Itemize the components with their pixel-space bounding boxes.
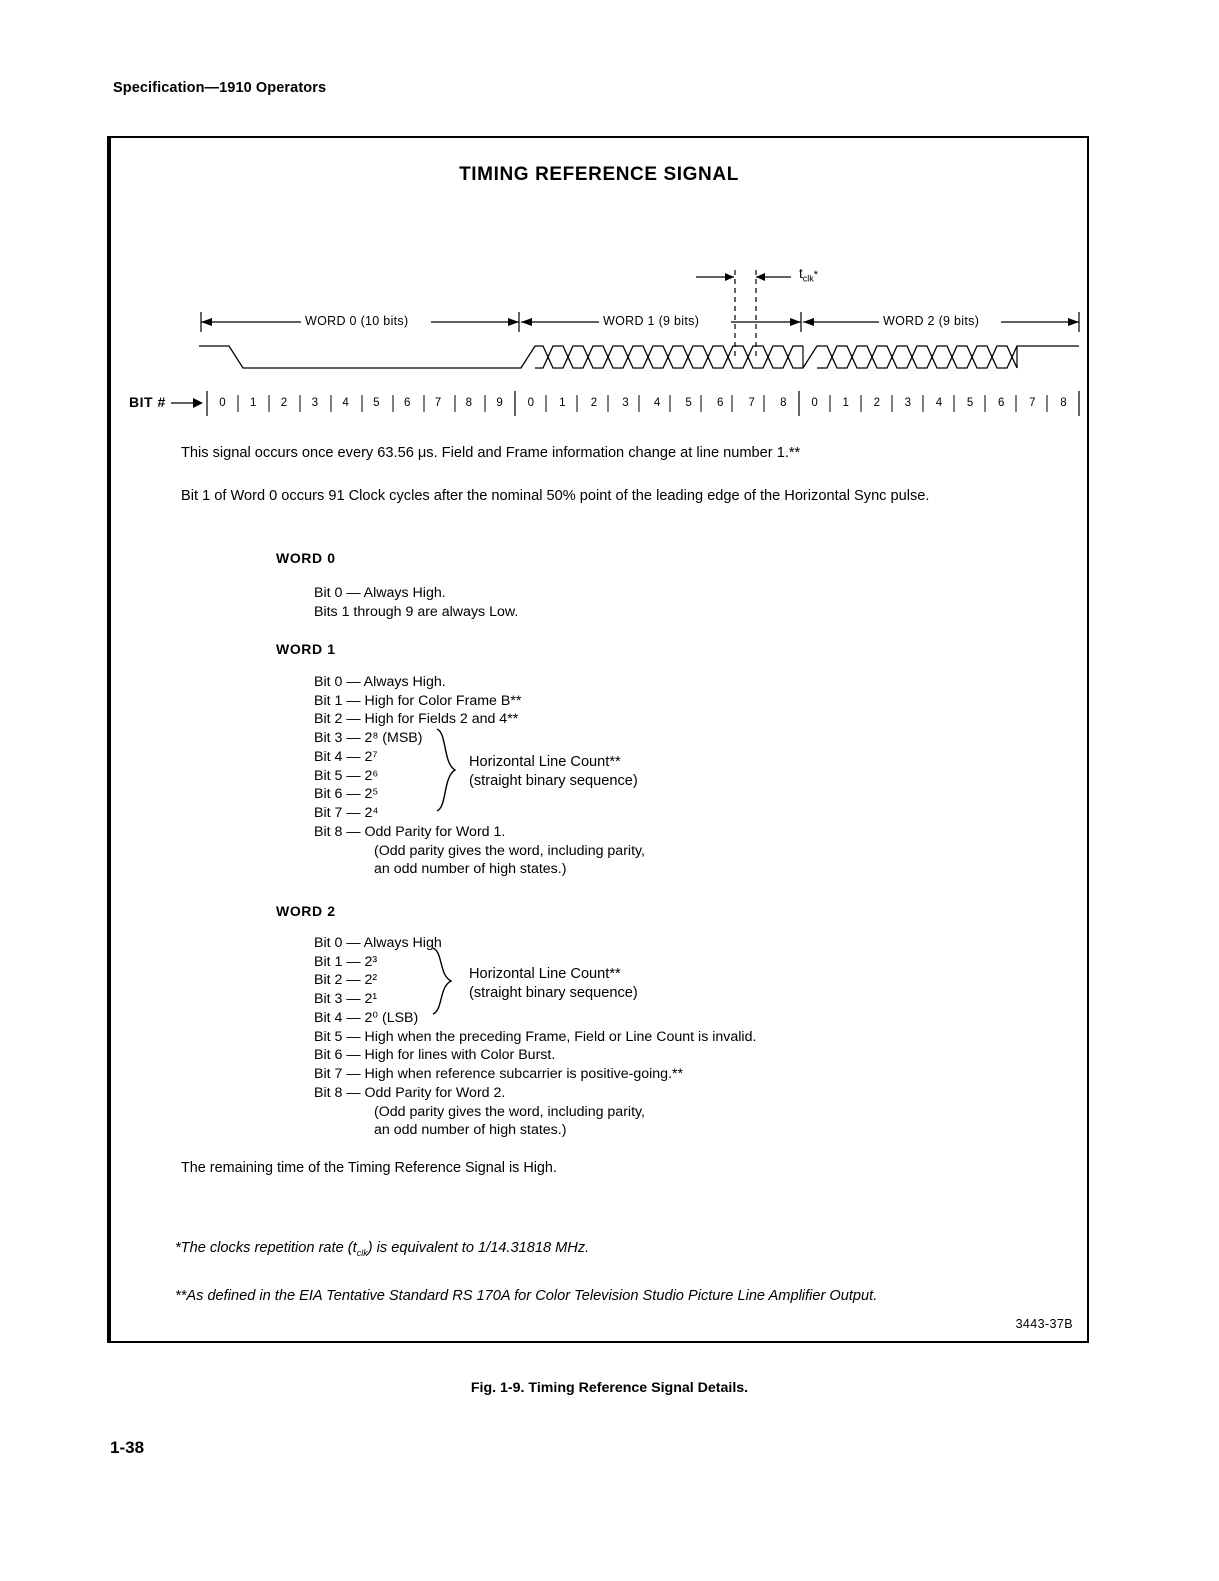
footnote-one-subscript: clk [356, 1247, 368, 1258]
bit-digit: 7 [434, 397, 442, 409]
word0-bit-list [314, 584, 518, 621]
word1-line: Bit 8 — Odd Parity for Word 1. [314, 823, 506, 840]
word2-line: Bit 0 — Always High [314, 935, 442, 951]
bit-digit: 5 [685, 397, 692, 409]
bit-digit: 2 [590, 397, 598, 409]
word0-heading: WORD 0 [276, 550, 336, 566]
tclk-label [799, 266, 818, 284]
word1-line: Bit 0 — Always High. [314, 674, 446, 690]
bit-digit: 0 [219, 397, 226, 409]
footnote-two: **As defined in the EIA Tentative Standard RS 170A for Color Television Studio Picture Line Amplifier Output. [175, 1288, 878, 1304]
word0-bit-row [207, 397, 515, 409]
word1-line: Bit 4 — 2⁷ [314, 748, 378, 765]
word1-line: Bit 7 — 2⁴ [314, 805, 379, 822]
word2-line: Bit 3 — 2¹ [314, 991, 378, 1008]
bit-digit: 1 [249, 397, 257, 409]
figure-caption: Fig. 1-9. Timing Reference Signal Details. [470, 1380, 749, 1396]
bit-digit: 4 [653, 397, 661, 409]
word2-parity-note-line2: an odd number of high states.) [374, 1122, 567, 1139]
page-number: 1-38 [110, 1438, 145, 1457]
word2-brace-label [469, 965, 638, 1003]
bit-digit: 0 [527, 397, 534, 409]
bit-digit: 0 [811, 397, 818, 409]
curly-brace-icon [433, 727, 463, 813]
word1-line: Bit 2 — High for Fields 2 and 4** [314, 711, 519, 728]
bit-digit: 6 [716, 397, 724, 409]
bit-digit: 7 [1029, 397, 1036, 409]
word1-span-label: WORD 1 (9 bits) [603, 314, 700, 328]
word2-brace-label-line2: (straight binary sequence) [469, 984, 638, 1001]
word1-line: Bit 1 — High for Color Frame B** [314, 692, 522, 709]
word1-heading: WORD 1 [276, 641, 336, 657]
bit-digit: 3 [311, 397, 318, 409]
figure-title: TIMING REFERENCE SIGNAL [459, 164, 739, 185]
word0-span-label: WORD 0 (10 bits) [305, 314, 409, 328]
bit-number-label: BIT # [129, 394, 166, 410]
word2-heading: WORD 2 [276, 903, 336, 919]
word2-bit-row [799, 397, 1079, 409]
word2-span-label: WORD 2 (9 bits) [883, 314, 980, 328]
word0-line: Bits 1 through 9 are always Low. [314, 603, 519, 620]
bit-digit: 1 [842, 397, 849, 409]
bit-digit: 1 [559, 397, 566, 409]
bit-digit: 6 [998, 397, 1005, 409]
word1-brace-label [469, 753, 638, 791]
word1-line: Bit 6 — 2⁵ [314, 786, 379, 803]
word2-brace-label-line1: Horizontal Line Count** [469, 966, 621, 982]
word1-brace-label-line1: Horizontal Line Count** [469, 754, 621, 770]
word2-line: Bit 1 — 2³ [314, 953, 378, 970]
paragraph-occurrence: This signal occurs once every 63.56 μs. Field and Frame information change at line number 1.** [181, 445, 801, 461]
bit-digit: 2 [873, 397, 880, 409]
bit-digit: 3 [622, 397, 629, 409]
word1-parity-note-line1: (Odd parity gives the word, including parity, [374, 842, 646, 859]
word0-line: Bit 0 — Always High. [314, 585, 446, 601]
footnote-one-part1: *The clocks repetition rate (t [175, 1240, 357, 1256]
bit-digit: 8 [465, 397, 472, 409]
bit-digit: 5 [373, 397, 380, 409]
bit-digit: 6 [403, 397, 411, 409]
bit-digit: 4 [935, 397, 943, 409]
bit-digit: 9 [496, 397, 503, 409]
word2-brace [429, 946, 459, 1022]
word2-line: Bit 7 — High when reference subcarrier is positive-going.** [314, 1066, 684, 1083]
word2-line: Bit 4 — 2⁰ (LSB) [314, 1009, 419, 1026]
word2-line: Bit 2 — 2² [314, 972, 378, 989]
word2-line: Bit 5 — High when the preceding Frame, Field or Line Count is invalid. [314, 1028, 757, 1045]
tclk-asterisk: * [813, 269, 819, 281]
paragraph-bit1-timing: Bit 1 of Word 0 occurs 91 Clock cycles after the nominal 50% point of the leading edge of the Horizontal Sync pulse. [181, 488, 930, 504]
word1-line: Bit 3 — 2⁸ (MSB) [314, 730, 423, 747]
curly-brace-icon [429, 946, 459, 1016]
running-head: Specification—1910 Operators [113, 80, 327, 96]
word1-parity-note-line2: an odd number of high states.) [374, 861, 567, 878]
word1-bit-row [515, 397, 799, 409]
word2-line: Bit 8 — Odd Parity for Word 2. [314, 1084, 506, 1101]
remaining-time-text: The remaining time of the Timing Reference Signal is High. [181, 1160, 557, 1176]
bit-digit: 7 [748, 397, 755, 409]
word1-line: Bit 5 — 2⁶ [314, 767, 379, 784]
figure-code: 3443-37B [1015, 1317, 1073, 1331]
word1-brace [433, 727, 463, 819]
word1-brace-label-line2: (straight binary sequence) [469, 772, 638, 789]
tclk-letter: t [799, 266, 803, 281]
footnote-one [175, 1238, 1035, 1260]
tclk-subscript: clk [802, 273, 814, 284]
word2-line: Bit 6 — High for lines with Color Burst. [314, 1047, 556, 1064]
bit-digit: 8 [1060, 397, 1067, 409]
footnote-one-part2: ) is equivalent to 1/14.31818 MHz. [367, 1240, 590, 1256]
bit-digit: 5 [966, 397, 974, 409]
bit-digit: 3 [904, 397, 912, 409]
bit-digit: 8 [780, 397, 787, 409]
bit-digit: 2 [280, 397, 288, 409]
bit-digit: 4 [342, 397, 349, 409]
figure-frame [109, 136, 1089, 1343]
word2-parity-note-line1: (Odd parity gives the word, including parity, [374, 1103, 646, 1120]
